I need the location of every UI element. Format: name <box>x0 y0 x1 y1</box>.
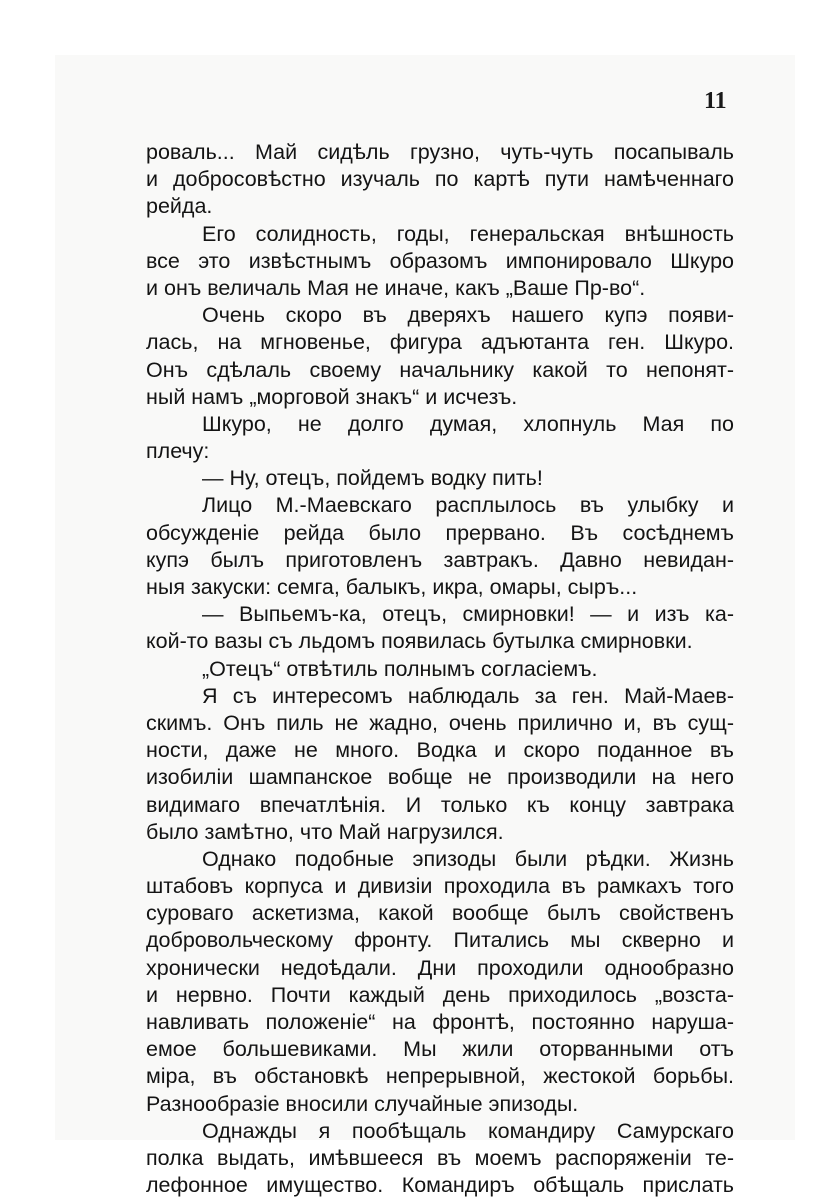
text-line: и онъ величаль Мая не иначе, какъ „Ваше Пр-во“. <box>146 275 646 300</box>
text-line: лась, на мгновенье, фигура адъютанта ген. Шкуро. <box>146 330 734 355</box>
text-line: Я съ интересомъ наблюдаль за ген. Май-Маев- <box>202 683 734 708</box>
text-line: видимаго впечатлѣнія. И только къ концу завтрака <box>146 792 734 817</box>
text-line: суроваго аскетизма, какой вообще былъ свойственъ <box>146 901 734 926</box>
text-line: „Отецъ“ отвѣтиль полнымъ согласіемъ. <box>202 656 598 681</box>
text-line: Очень скоро въ дверяхъ нашего купэ появи- <box>202 303 734 328</box>
text-line: обсужденіе рейда было прервано. Въ сосѣднемъ <box>146 520 734 545</box>
text-line: Разнообразіе вносили случайные эпизоды. <box>146 1091 579 1116</box>
text-line: — Выпьемъ-ка, отецъ, смирновки! — и изъ ка- <box>202 602 734 627</box>
text-line: Его солидность, годы, генеральская внѣшность <box>202 221 734 246</box>
text-line: Онъ сдѣлаль своему начальнику какой то непонят- <box>146 357 734 382</box>
text-line: міра, въ обстановкѣ непрерывной, жестокой борьбы. <box>146 1064 734 1089</box>
text-line: кой-то вазы съ льдомъ появилась бутылка смирновки. <box>146 629 693 654</box>
text-line: хронически недоѣдали. Дни проходили однообразно <box>146 955 734 980</box>
text-line: рейда. <box>146 194 213 219</box>
text-line: плечу: <box>146 439 210 464</box>
text-line: добровольческому фронту. Питались мы скверно и <box>146 928 734 953</box>
text-line: Лицо М.-Маевскаго расплылось въ улыбку и <box>202 493 734 518</box>
text-line: навливать положеніе“ на фронтѣ, постоянно наруша- <box>146 1010 734 1034</box>
text-line: — Ну, отецъ, пойдемъ водку пить! <box>202 466 543 491</box>
text-line: изобиліи шампанское вобще не производили на него <box>146 765 734 790</box>
text-line: все это извѣстнымъ образомъ импонировало Шкуро <box>146 248 734 273</box>
page-number: 11 <box>704 88 727 114</box>
text-line: и нервно. Почти каждый день приходилось „возста- <box>146 982 734 1007</box>
text-line: Однако подобные эпизоды были рѣдки. Жизнь <box>202 846 734 871</box>
text-line: лефонное имущество. Командиръ обѣщаль прислать <box>146 1173 734 1198</box>
body-text <box>146 139 734 1199</box>
text-line: было замѣтно, что Май нагрузился. <box>146 819 504 844</box>
text-line: скимъ. Онъ пиль не жадно, очень прилично и, въ сущ- <box>146 710 734 735</box>
text-line: ный намъ „морговой знакъ“ и исчезъ. <box>146 384 518 409</box>
text-line: ности, даже не много. Водка и скоро поданное въ <box>146 738 734 763</box>
text-line: Шкуро, не долго думая, хлопнуль Мая по <box>202 411 734 436</box>
text-line: ныя закуски: семга, балыкъ, икра, омары, сыръ... <box>146 575 638 599</box>
text-line: роваль... Май сидѣль грузно, чуть-чуть посапываль <box>146 140 734 164</box>
text-line: Однажды я пообѣщаль командиру Самурскаго <box>202 1118 734 1143</box>
text-line: емое большевиками. Мы жили оторванными отъ <box>146 1037 734 1062</box>
text-line: купэ былъ приготовленъ завтракъ. Давно невидан- <box>146 547 734 572</box>
text-line: и добросовѣстно изучаль по картѣ пути намѣченнаго <box>146 167 734 192</box>
text-line: штабовъ корпуса и дивизіи проходила въ рамкахъ того <box>146 874 734 899</box>
text-line: полка выдать, имѣвшееся въ моемъ распоряженіи те- <box>146 1145 734 1170</box>
